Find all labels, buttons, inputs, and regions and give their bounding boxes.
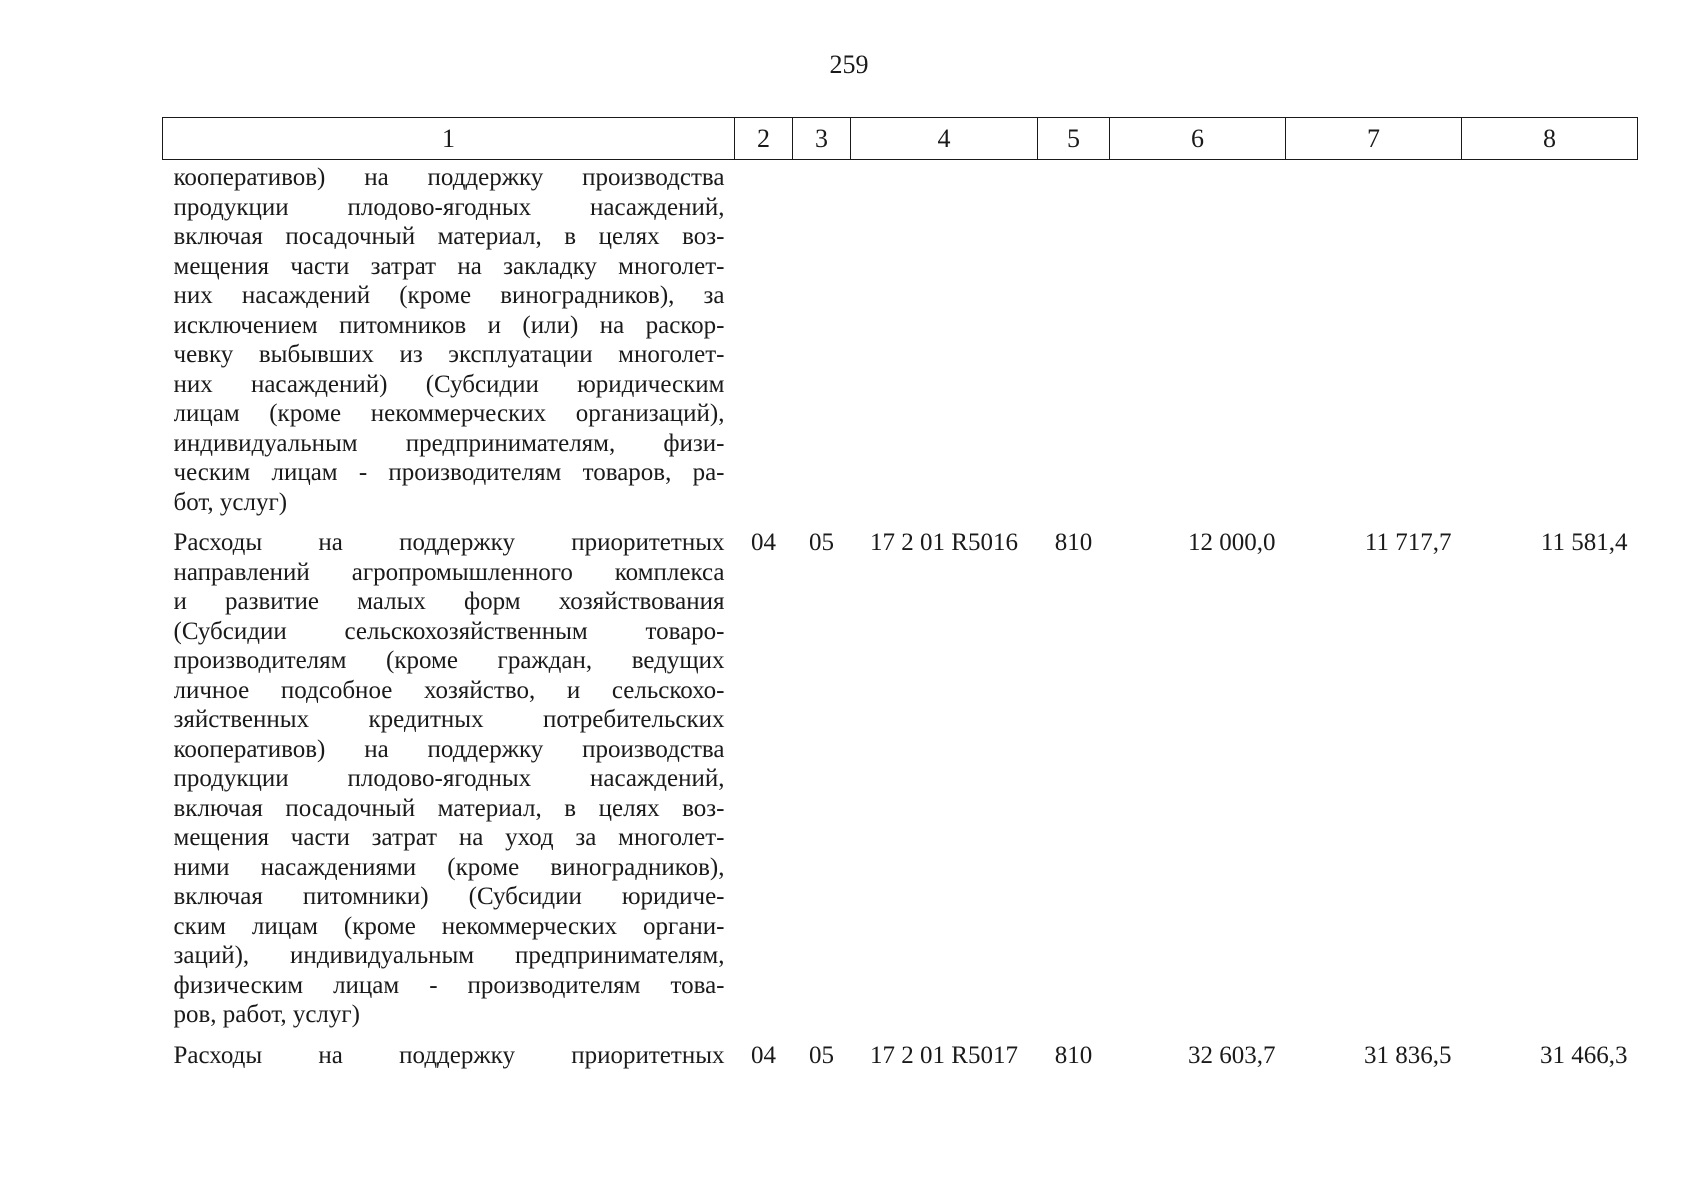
description-line: лицам (кроме некоммерческих организаций), [173, 400, 725, 427]
description-line: (Субсидии сельскохозяйственным товаро- [173, 617, 725, 645]
description-line: включая посадочный материал, в целях воз- [173, 223, 725, 250]
row-description [163, 1038, 735, 1079]
target-article-code: 17 2 01 R5016 [870, 529, 1018, 556]
table-header [163, 118, 1638, 160]
amount-col-8: 31 466,3 [1540, 1041, 1628, 1069]
description-line: личное подсобное хозяйство, и сельскохо- [173, 676, 725, 704]
description-line: ними насаждениями (кроме виноградников), [173, 853, 725, 881]
description-line: ческим лицам - производителям товаров, ра- [173, 459, 725, 486]
target-article-code: 17 2 01 R5017 [870, 1041, 1018, 1069]
amount-col-8 [1462, 160, 1638, 526]
description-line: исключением питомников и (или) на раскор- [173, 311, 725, 339]
amount-col-8: 11 581,4 [1540, 529, 1628, 556]
section-code [735, 160, 793, 526]
table-row [163, 1038, 1638, 1079]
description-line: них насаждений) (Субсидии юридическим [173, 370, 725, 398]
expense-type-code [1038, 160, 1110, 526]
description-line: Расходы на поддержку приоритетных [173, 1041, 725, 1069]
header-col-5: 5 [1038, 118, 1110, 160]
description-line: мещения части затрат на уход за многолет- [173, 824, 725, 851]
header-col-1: 1 [163, 118, 735, 160]
description-line: продукции плодово-ягодных насаждений, [173, 193, 725, 221]
description-line: и развитие малых форм хозяйствования [173, 588, 725, 615]
header-col-6: 6 [1110, 118, 1286, 160]
description-line: включая питомники) (Субсидии юридиче- [173, 883, 725, 910]
header-row [163, 118, 1638, 160]
table-row [163, 160, 1638, 526]
header-col-7: 7 [1286, 118, 1462, 160]
amount-col-6: 12 000,0 [1188, 529, 1276, 556]
expense-type-code: 810 [1054, 1041, 1093, 1069]
description-line: ским лицам (кроме некоммерческих органи- [173, 912, 725, 940]
page-number: 259 [829, 50, 869, 79]
section-code: 04 [751, 1041, 776, 1069]
amount-col-6: 32 603,7 [1188, 1041, 1276, 1069]
header-col-8: 8 [1462, 118, 1638, 160]
description-line: бот, услуг) [173, 488, 288, 516]
description-line: Расходы на поддержку приоритетных [173, 529, 725, 556]
description-line: направлений агропромышленного комплекса [173, 558, 725, 586]
subsection-code [793, 160, 851, 526]
description-line: индивидуальным предпринимателям, физи- [173, 429, 725, 457]
header-col-2: 2 [735, 118, 793, 160]
description-line: зяйственных кредитных потребительских [173, 706, 725, 733]
header-col-3: 3 [793, 118, 851, 160]
description-line: ров, работ, услуг) [173, 1001, 360, 1028]
table-body [163, 160, 1638, 1079]
description-line: мещения части затрат на закладку многолет- [173, 252, 725, 280]
description-line: продукции плодово-ягодных насаждений, [173, 765, 725, 792]
row-description [163, 160, 735, 526]
description-line: чевку выбывших из эксплуатации многолет- [173, 341, 725, 368]
amount-col-7: 11 717,7 [1364, 529, 1452, 556]
description-line: заций), индивидуальным предпринимателям, [173, 942, 725, 969]
description-line: кооперативов) на поддержку производства [173, 735, 725, 763]
target-article-code [851, 160, 1038, 526]
description-line: включая посадочный материал, в целях воз- [173, 794, 725, 822]
amount-col-7 [1286, 160, 1462, 526]
row-description [163, 525, 735, 1038]
description-line: кооперативов) на поддержку производства [173, 164, 725, 191]
description-line: физическим лицам - производителям това- [173, 971, 725, 999]
subsection-code: 05 [809, 529, 834, 556]
description-line: них насаждений (кроме виноградников), за [173, 282, 725, 309]
amount-col-6 [1110, 160, 1286, 526]
table-row [163, 525, 1638, 1038]
section-code: 04 [751, 529, 776, 556]
description-line: производителям (кроме граждан, ведущих [173, 647, 725, 674]
expense-type-code: 810 [1054, 529, 1093, 556]
amount-col-7: 31 836,5 [1364, 1041, 1452, 1069]
budget-table [162, 117, 1638, 1078]
header-col-4: 4 [851, 118, 1038, 160]
subsection-code: 05 [809, 1041, 834, 1069]
